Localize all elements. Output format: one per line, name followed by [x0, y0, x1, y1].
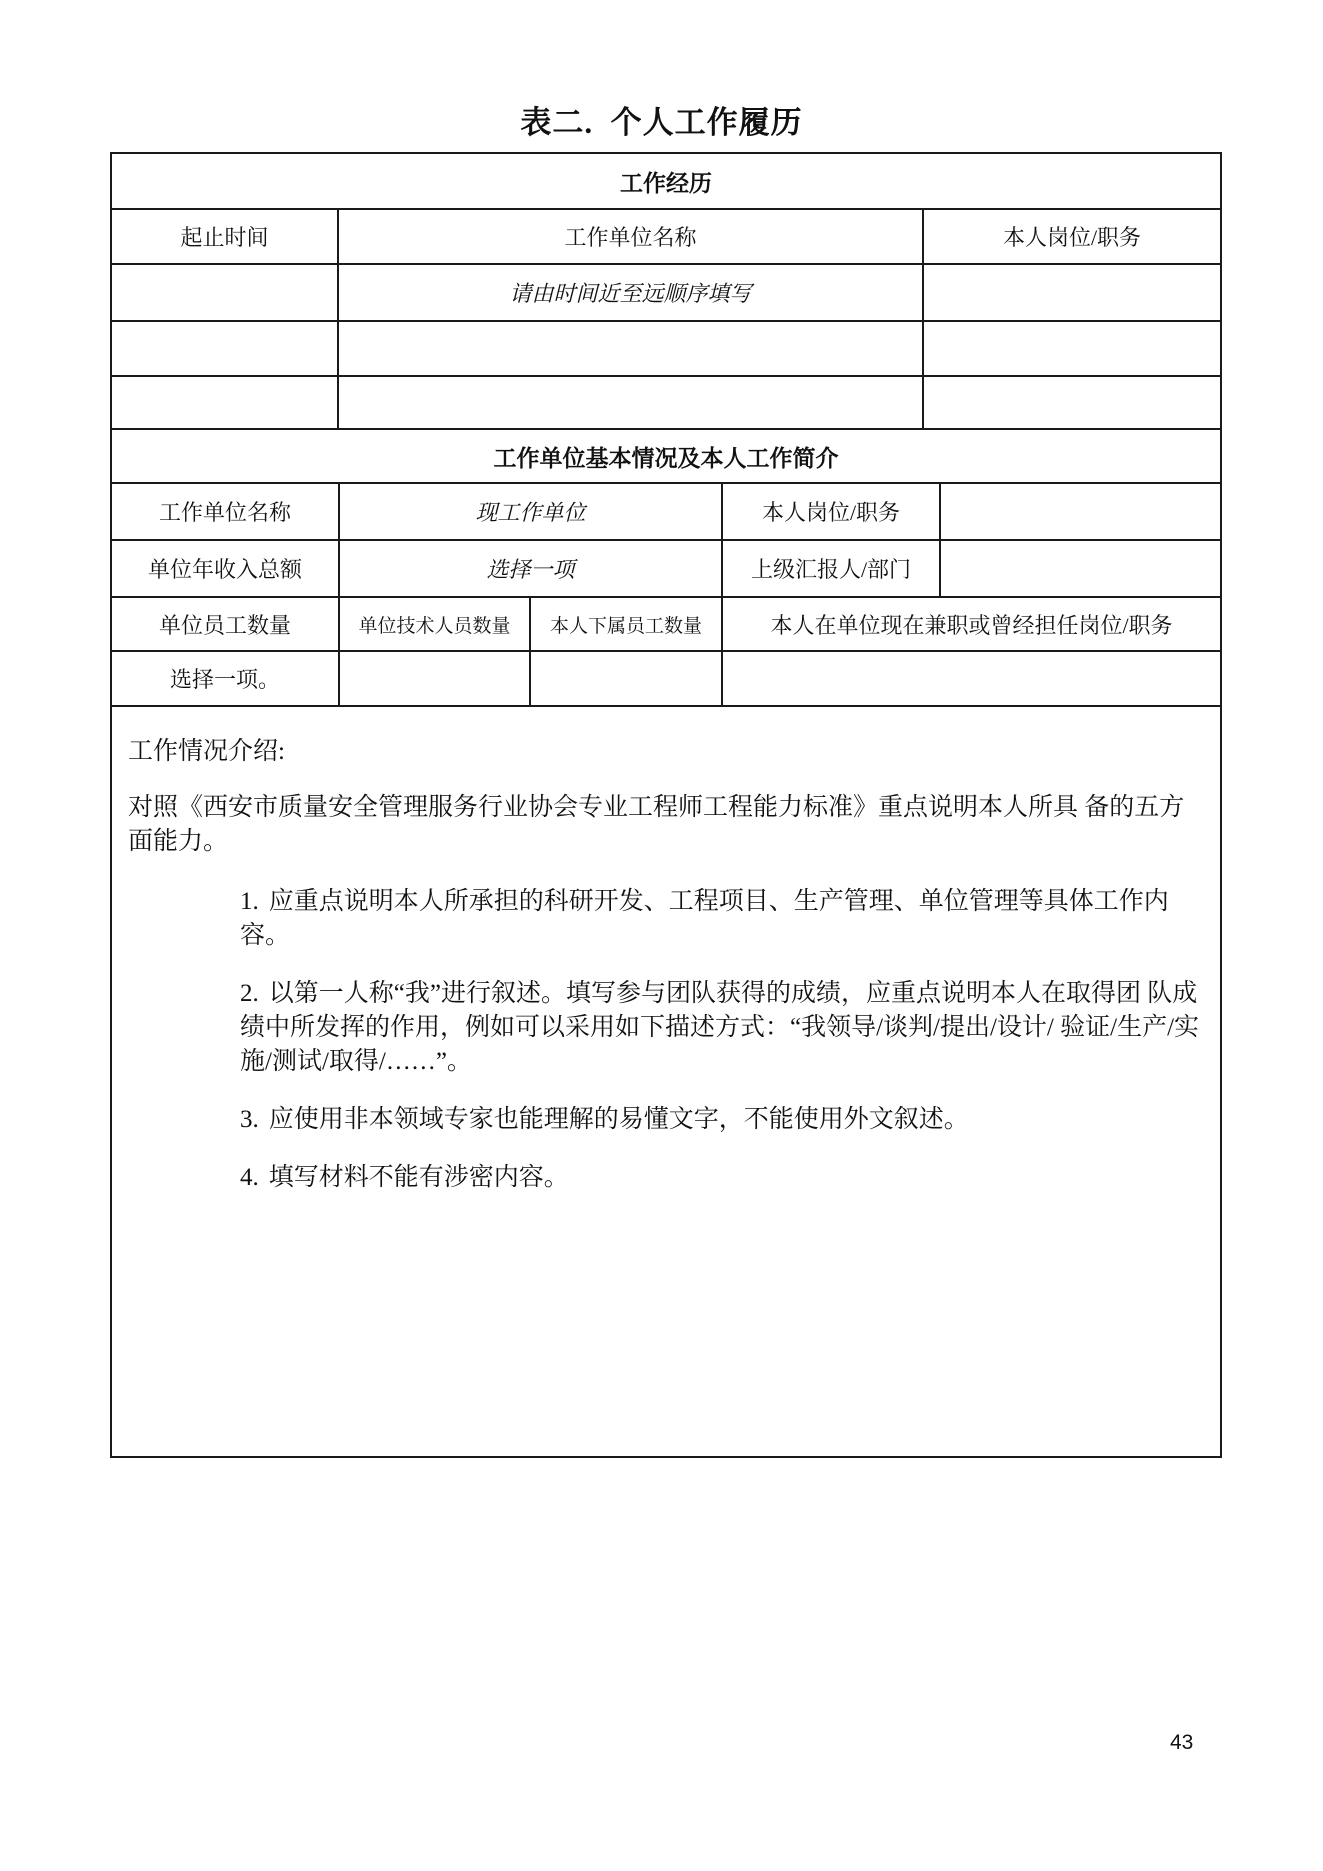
- item-number: 3.: [240, 1106, 259, 1133]
- label-supervisor-department: 上级汇报人/部门: [723, 541, 941, 596]
- label-technical-staff-count: 单位技术人员数量: [340, 598, 531, 650]
- table-row: [112, 430, 1220, 484]
- section-header-company-basic-info: 工作单位基本情况及本人工作简介: [493, 445, 839, 471]
- label-annual-revenue: 单位年收入总额: [112, 541, 340, 596]
- table-row: [112, 154, 1220, 210]
- field-my-position[interactable]: [941, 484, 1220, 539]
- field-annual-revenue-select[interactable]: 选择一项: [340, 541, 723, 596]
- label-employee-count: 单位员工数量: [112, 598, 340, 650]
- work-intro-item-2: [240, 977, 1204, 1079]
- table-row: [112, 707, 1220, 1456]
- item-text: 填写材料不能有涉密内容。: [268, 1164, 569, 1191]
- work-history-form-table: [110, 152, 1222, 1458]
- field-technical-staff-count[interactable]: [340, 652, 531, 705]
- page-number: 43: [1170, 1731, 1194, 1754]
- item-number: 1.: [240, 888, 259, 915]
- item-text: 应使用非本领域专家也能理解的易懂文字，不能使用外文叙述。: [268, 1106, 969, 1133]
- work-history-row3-position-field[interactable]: [924, 377, 1220, 428]
- item-number: 2.: [240, 980, 259, 1007]
- work-intro-item-4: [240, 1161, 1204, 1195]
- label-subordinate-count: 本人下属员工数量: [531, 598, 723, 650]
- work-intro-item-3: [240, 1103, 1204, 1137]
- work-intro-label: 工作情况介绍:: [128, 738, 285, 765]
- work-history-row2-position-field[interactable]: [924, 322, 1220, 375]
- work-intro-field[interactable]: [112, 707, 1220, 1456]
- table-row: [112, 377, 1220, 430]
- page-title: 表二. 个人工作履历: [520, 105, 803, 140]
- table-row: [112, 598, 1220, 652]
- work-intro-paragraph: 对照《西安市质量安全管理服务行业协会专业工程师工程能力标准》重点说明本人所具 备的五方面能力。: [128, 794, 1185, 855]
- work-history-row1-company-field[interactable]: 请由时间近至远顺序填写: [339, 265, 924, 320]
- table-row: [112, 210, 1220, 265]
- field-employee-count-select[interactable]: 选择一项。: [112, 652, 340, 705]
- table-row: [112, 265, 1220, 322]
- item-text: 应重点说明本人所承担的科研开发、工程项目、生产管理、单位管理等具体工作内 容。: [240, 888, 1176, 949]
- item-number: 4.: [240, 1164, 259, 1191]
- field-subordinate-count[interactable]: [531, 652, 723, 705]
- label-my-position: 本人岗位/职务: [723, 484, 941, 539]
- table-row: [112, 322, 1220, 377]
- work-history-row3-time-field[interactable]: [112, 377, 339, 428]
- field-supervisor-department[interactable]: [941, 541, 1220, 596]
- section-header-work-experience: 工作经历: [620, 170, 712, 196]
- table-row: [112, 484, 1220, 541]
- work-history-row2-company-field[interactable]: [339, 322, 924, 375]
- item-text: 以第一人称“我”进行叙述。填写参与团队获得的成绩，应重点说明本人在取得团 队成绩中所发挥的作用，例如可以采用如下描述方式：“我领导/谈判/提出/设计/ 验证/生产/实施/测试/取得/……”。: [240, 980, 1200, 1075]
- field-current-company[interactable]: 现工作单位: [340, 484, 723, 539]
- label-company-name: 工作单位名称: [112, 484, 340, 539]
- work-history-row3-company-field[interactable]: [339, 377, 924, 428]
- work-intro-item-1: [240, 885, 1204, 953]
- work-history-row1-position-field[interactable]: [924, 265, 1220, 320]
- field-concurrent-positions[interactable]: [723, 652, 1220, 705]
- table-row: [112, 541, 1220, 598]
- col-header-position: 本人岗位/职务: [1002, 225, 1142, 250]
- col-header-start-end-time: 起止时间: [112, 210, 339, 263]
- col-header-company-name: 工作单位名称: [339, 210, 924, 263]
- label-concurrent-positions: 本人在单位现在兼职或曾经担任岗位/职务: [770, 612, 1173, 638]
- work-history-row1-time-field[interactable]: [112, 265, 339, 320]
- work-history-row2-time-field[interactable]: [112, 322, 339, 375]
- table-row: [112, 652, 1220, 707]
